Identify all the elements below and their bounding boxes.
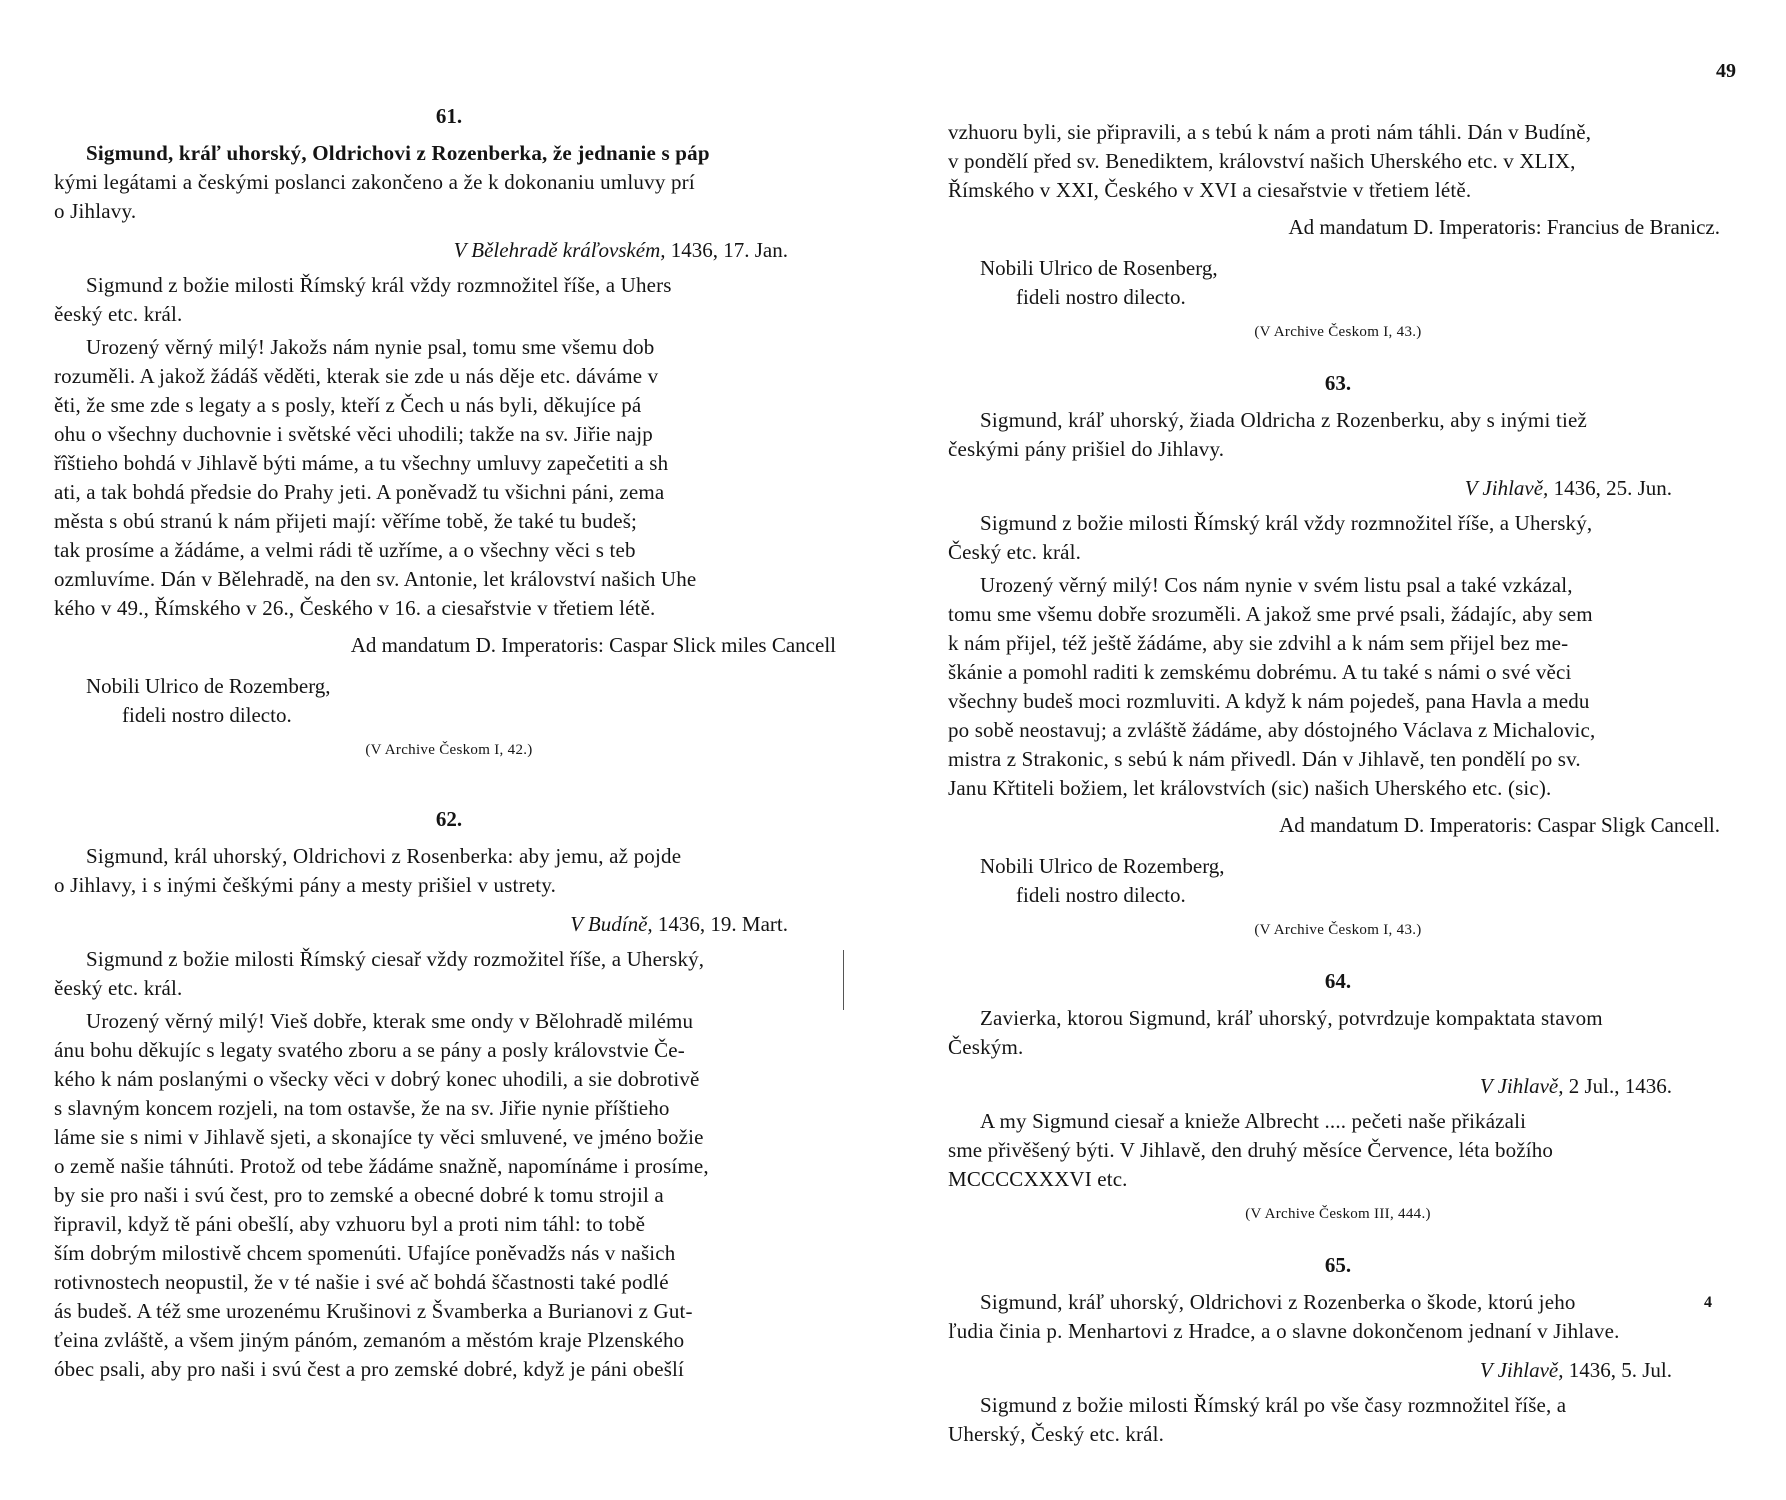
body-62-line: Urozený věrný milý! Vieš dobře, kterak sme ondy v Bělohradě milému: [86, 1009, 694, 1033]
section-gap: [54, 765, 844, 805]
body-62-line: řipravil, když tě páni obešlí, aby vzhuoru byl a proti nim táhl: to tobě: [54, 1212, 646, 1236]
mandate-62: Ad mandatum D. Imperatoris: Francius de Branicz.: [1288, 215, 1720, 239]
summary-64-line1: Zavierka, ktorou Sigmund, kráľ uhorský, potvrdzuje kompaktata stavom: [980, 1006, 1603, 1030]
continuation-62-line: Římského v XXI, Českého v XVI a ciesařstvie v třetiem létě.: [948, 178, 1472, 202]
address-61-line2: fideli nostro dilecto.: [122, 703, 292, 727]
address-61-line1: Nobili Ulrico de Rozemberg,: [86, 674, 331, 698]
address-63-line1: Nobili Ulrico de Rozemberg,: [980, 854, 1225, 878]
page-number: 49: [1716, 60, 1736, 82]
body-62-line: ánu bohu děkujíc s legaty svatého zboru a se pány a posly královstvie Če-: [54, 1038, 685, 1062]
address-62-line2: fideli nostro dilecto.: [1016, 285, 1186, 309]
body-63-line: tomu sme všemu dobře srozuměli. A jakož sme prvé psali, žádajíc, aby sem: [948, 602, 1593, 626]
summary-65-line2: ľudia činia p. Menhartovi z Hradce, a o slavne dokončenom jednaní v Jihlave.: [948, 1319, 1620, 1343]
salutation-65-line2: Uherský, Český etc. král.: [948, 1422, 1165, 1446]
body-63-line: Janu Křtiteli božiem, let královstvích (sic) našich Uherského etc. (sic).: [948, 776, 1552, 800]
mandate-63: Ad mandatum D. Imperatoris: Caspar Sligk Cancell.: [1279, 813, 1720, 837]
salutation-61-line2: ěeský etc. král.: [54, 302, 183, 326]
summary-62-line1: Sigmund, král uhorský, Oldrichovi z Rosenberka: aby jemu, až pojde: [86, 844, 682, 868]
body-62-line: rotivnostech neopustil, že v té našie i své ač bohdá ščastnosti také podlé: [54, 1270, 669, 1294]
document-number-63: 63.: [1324, 371, 1352, 395]
document-number-64: 64.: [1324, 969, 1352, 993]
place-63: V Jihlavě,: [1464, 476, 1549, 500]
place-date-64: [948, 1072, 1728, 1101]
place-61: V Bělehradě kráľovském,: [453, 238, 666, 262]
body-61-line: města s obú stranú k nám přijeti mají: věříme tobě, že také tu budeš;: [54, 509, 638, 533]
continuation-62-line: v pondělí před sv. Benediktem, království našich Uherského etc. v XLIX,: [948, 149, 1576, 173]
salutation-62-line2: ěeský etc. král.: [54, 976, 183, 1000]
place-65: V Jihlavě,: [1479, 1358, 1564, 1382]
place-date-63: [948, 474, 1728, 503]
right-page: [880, 0, 1760, 1500]
body-62-line: ším dobrým milostivě chcem spomenúti. Ufajíce poněvadžs nás v našich: [54, 1241, 676, 1265]
body-63-line: škánie a pomohl raditi k zemskému dobrému. A tu také s námi o své věci: [948, 660, 1572, 684]
body-61-line: ati, a tak bohdá předsie do Prahy jeti. A poněvadž tu všichni páni, zema: [54, 480, 665, 504]
body-64-line: A my Sigmund ciesař a knieže Albrecht .... pečeti naše přikázali: [980, 1109, 1527, 1133]
body-61-line: Urozený věrný milý! Jakožs nám nynie psal, tomu sme všemu dob: [86, 335, 655, 359]
body-62-line: by sie pro naši i svú čest, pro to zemské a obecné dobré k tomu strojil a: [54, 1183, 664, 1207]
salutation-63-line1: Sigmund z božie milosti Římský král vždy rozmnožitel říše, a Uherský,: [980, 511, 1593, 535]
summary-63-line1: Sigmund, kráľ uhorský, žiada Oldricha z Rozenberku, aby s inými tiež: [980, 408, 1588, 432]
place-date-61: [54, 236, 844, 265]
section-gap: [948, 1229, 1728, 1251]
archive-ref-64: (V Archive Českom III, 444.): [1245, 1206, 1431, 1222]
section-gap: [948, 945, 1728, 967]
summary-61-line2: kými legátami a českými poslanci zakončeno a že k dokonaniu umluvy prí: [54, 170, 695, 194]
body-61-line: ozmluvíme. Dán v Bělehradě, na den sv. Antonie, let království našich Uhe: [54, 567, 697, 591]
summary-61-line1: Sigmund, kráľ uhorský, Oldrichovi z Rozenberka, že jednanie s páp: [86, 141, 710, 165]
place-64: V Jihlavě,: [1479, 1074, 1564, 1098]
summary-64-line2: Českým.: [948, 1035, 1024, 1059]
address-63-line2: fideli nostro dilecto.: [1016, 883, 1186, 907]
address-62-line1: Nobili Ulrico de Rosenberg,: [980, 256, 1218, 280]
date-62: 1436, 19. Mart.: [657, 912, 788, 936]
body-63-line: mistra z Strakonic, s sebú k nám přivedl. Dán v Jihlavě, ten pondělí po sv.: [948, 747, 1581, 771]
left-text-block: [54, 102, 844, 1384]
body-62-line: kého k nám poslanými o všecky věci v dobrý konec uhodili, a sie dobrotivě: [54, 1067, 700, 1091]
body-64-line: MCCCCXXXVI etc.: [948, 1167, 1128, 1191]
body-63-line: po sobě neostavuj; a zvláště žádáme, aby dóstojného Václava z Michalovic,: [948, 718, 1596, 742]
date-63: 1436, 25. Jun.: [1553, 476, 1672, 500]
continuation-62-line: vzhuoru byli, sie připravili, a s tebú k nám a proti nám táhli. Dán v Budíně,: [948, 120, 1592, 144]
signature-mark: 4: [1704, 1294, 1712, 1311]
salutation-62-line1: Sigmund z božie milosti Římský ciesař vždy rozmožitel říše, a Uherský,: [86, 947, 705, 971]
summary-61-line3: o Jihlavy.: [54, 199, 137, 223]
body-62-line: s slavným koncem rozjeli, na tom ostavše, že na sv. Jiřie nynie příštieho: [54, 1096, 670, 1120]
left-page: [0, 0, 852, 1500]
summary-65-line1: Sigmund, kráľ uhorský, Oldrichovi z Rozenberka o škode, ktorú jeho: [980, 1290, 1576, 1314]
body-63-line: všechny budeš moci rozmluviti. A když k nám pojedeš, pana Havla a medu: [948, 689, 1590, 713]
date-65: 1436, 5. Jul.: [1568, 1358, 1672, 1382]
body-62-line: ťeina zvláště, a všem jiným pánóm, zemanóm a městóm kraje Plzenského: [54, 1328, 685, 1352]
body-62-line: ás budeš. A též sme urozenému Krušinovi z Švamberka a Burianovi z Gut-: [54, 1299, 693, 1323]
body-61-line: řîštieho bohdá v Jihlavě býti máme, a tu všechny umluvy zapečetiti a sh: [54, 451, 669, 475]
salutation-63-line2: Český etc. král.: [948, 540, 1082, 564]
body-62-line: láme sie s nimi v Jihlavě sjeti, a skonajíce ty věci smluvené, ve jméno božie: [54, 1125, 704, 1149]
right-text-block: [948, 118, 1728, 1449]
mandate-61: Ad mandatum D. Imperatoris: Caspar Slick miles Cancell: [350, 633, 836, 657]
date-61: 1436, 17. Jan.: [670, 238, 788, 262]
archive-ref-61: (V Archive Českom I, 42.): [365, 742, 533, 758]
summary-63-line2: českými pány prišiel do Jihlavy.: [948, 437, 1225, 461]
date-64: 2 Jul., 1436.: [1568, 1074, 1672, 1098]
body-63-line: k nám přijel, též ještě žádáme, aby sie zdvihl a k nám sem přijel bez me-: [948, 631, 1569, 655]
body-63-line: Urozený věrný milý! Cos nám nynie v svém listu psal a také vzkázal,: [980, 573, 1573, 597]
gutter-line: [843, 950, 844, 1010]
body-61-line: ohu o všechny duchovnie i světské věci uhodili; takže na sv. Jiřie najp: [54, 422, 653, 446]
salutation-61-line1: Sigmund z božie milosti Římský král vždy rozmnožitel říše, a Uhers: [86, 273, 672, 297]
section-gap: [948, 347, 1728, 369]
body-61-line: ěti, že sme zde s legaty a s posly, kteří z Čech u nás byli, děkujíce pá: [54, 393, 642, 417]
document-number-61: 61.: [435, 104, 463, 128]
body-62-line: o země našie táhnúti. Protož od tebe žádáme snažně, napomínáme i prosíme,: [54, 1154, 709, 1178]
place-62: V Budíně,: [570, 912, 653, 936]
place-date-62: [54, 910, 844, 939]
place-date-65: [948, 1356, 1728, 1385]
document-number-62: 62.: [435, 807, 463, 831]
body-62-line: óbec psali, aby pro naši i svú čest a pro zemské dobré, když je páni obešlí: [54, 1357, 684, 1381]
body-61-line: tak prosíme a žádáme, a velmi rádi tě uzříme, a o všechny věci s teb: [54, 538, 636, 562]
archive-ref-63: (V Archive Českom I, 43.): [1254, 922, 1422, 938]
body-64-line: sme přivěšený býti. V Jihlavě, den druhý měsíce Července, léta božího: [948, 1138, 1553, 1162]
salutation-65-line1: Sigmund z božie milosti Římský král po vše časy rozmnožitel říše, a: [980, 1393, 1567, 1417]
document-number-65: 65.: [1324, 1253, 1352, 1277]
summary-62-line2: o Jihlavy, i s inými češkými pány a mesty prišiel v ustrety.: [54, 873, 557, 897]
archive-ref-62: (V Archive Českom I, 43.): [1254, 324, 1422, 340]
body-61-line: kého v 49., Římského v 26., Českého v 16. a ciesařstvie v třetiem létě.: [54, 596, 656, 620]
body-61-line: rozuměli. A jakož žádáš věděti, kterak sie zde u nás děje etc. dáváme v: [54, 364, 659, 388]
